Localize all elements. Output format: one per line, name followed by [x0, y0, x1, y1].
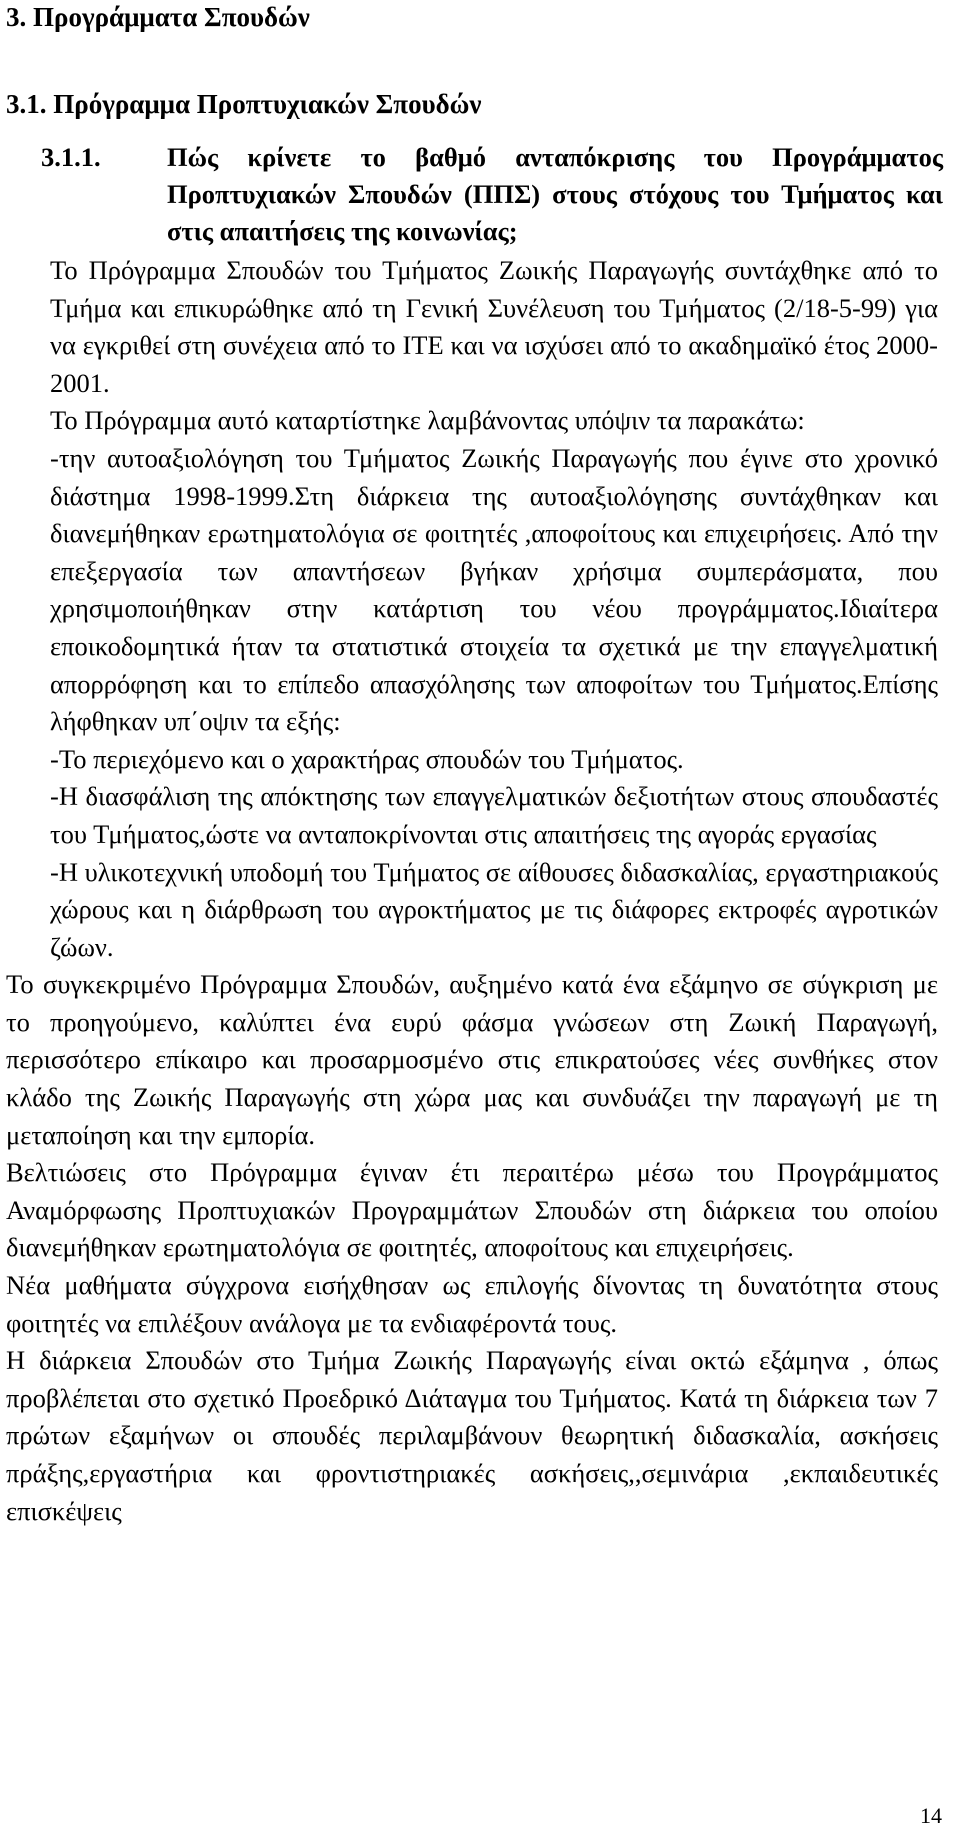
page-number: 14: [920, 1803, 942, 1828]
subsection-question: Πώς κρίνετε το βαθμό ανταπόκρισης του Προγράμματος Προπτυχιακών Σπουδών (ΠΠΣ) στους στόχους του Τμήματος και στις απαιτήσεις της κοινωνίας;: [167, 142, 943, 246]
paragraph: Βελτιώσεις στο Πρόγραμμα έγιναν έτι περαιτέρω μέσω του Προγράμματος Αναμόρφωσης Προπτυχιακών Προγραμμάτων Σπουδών στη διάρκεια του οποίου διανεμήθηκαν ερωτηματολόγια σε φοιτητές, αποφοίτους και επιχειρήσεις.: [6, 1157, 938, 1263]
chapter-heading: 3. Προγράμματα Σπουδών: [6, 2, 310, 32]
list-item: -Η διασφάλιση της απόκτησης των επαγγελματικών δεξιοτήτων στους σπουδαστές του Τμήματος,ώστε να ανταποκρίνονται στις απαιτήσεις της αγοράς εργασίας: [50, 781, 938, 849]
body-text: [6, 252, 938, 1530]
section-heading: 3.1. Πρόγραμμα Προπτυχιακών Σπουδών: [6, 89, 482, 119]
list-item: -Το περιεχόμενο και ο χαρακτήρας σπουδών του Τμήματος.: [50, 743, 684, 774]
paragraph: Το συγκεκριμένο Πρόγραμμα Σπουδών, αυξημένο κατά ένα εξάμηνο σε σύγκριση με το προηγούμενο, καλύπτει ένα ευρύ φάσμα γνώσεων στη Ζωική Παραγωγή, περισσότερο επίκαιρο και προσαρμοσμένο στις επικρατούσες νέες συνθήκες στον κλάδο της Ζωικής Παραγωγής στη χώρα μας και συνδυάζει την παραγωγή με τη μεταποίηση και την εμπορία.: [6, 969, 938, 1150]
paragraph: Το Πρόγραμμα αυτό καταρτίστηκε λαμβάνοντας υπόψιν τα παρακάτω:: [50, 405, 805, 436]
list-item: -Η υλικοτεχνική υποδομή του Τμήματος σε αίθουσες διδασκαλίας, εργαστηριακούς χώρους και η διάρθρωση του αγροκτήματος με τις διάφορες εκτροφές αγροτικών ζώων.: [50, 856, 938, 962]
subsection-heading: [41, 139, 943, 250]
paragraph: -την αυτοαξιολόγηση του Τμήματος Ζωικής Παραγωγής που έγινε στο χρονικό διάστημα 1998-1999.Στη διάρκεια της αυτοαξιολόγησης συντάχθηκαν και διανεμήθηκαν ερωτηματολόγια σε φοιτητές ,αποφοίτους και επιχειρήσεις. Από την επεξεργασία των απαντήσεων βγήκαν χρήσιμα συμπεράσματα, που χρησιμοποιήθηκαν στην κατάρτιση του νέου προγράμματος.Ιδιαίτερα εποικοδομητικά ήταν τα στατιστικά στοιχεία τα σχετικά με την επαγγελματική απορρόφηση και το επίπεδο απασχόλησης των αποφοίτων του Τμήματος.Επίσης λήφθηκαν υπ΄οψιν τα εξής:: [50, 442, 938, 737]
paragraph: Το Πρόγραμμα Σπουδών του Τμήματος Ζωικής Παραγωγής συντάχθηκε από το Τμήμα και επικυρώθηκε από τη Γενική Συνέλευση του Τμήματος (2/18-5-99) για να εγκριθεί στη συνέχεια από το ΙΤΕ και να ισχύσει από το ακαδημαϊκό έτος 2000-2001.: [50, 255, 938, 398]
paragraph: Νέα μαθήματα σύγχρονα εισήχθησαν ως επιλογής δίνοντας τη δυνατότητα στους φοιτητές να επιλέξουν ανάλογα με τα ενδιαφέροντά τους.: [6, 1270, 938, 1338]
paragraph: Η διάρκεια Σπουδών στο Τμήμα Ζωικής Παραγωγής είναι οκτώ εξάμηνα , όπως προβλέπεται στο σχετικό Προεδρικό Διάταγμα του Τμήματος. Κατά τη διάρκεια των 7 πρώτων εξαμήνων οι σπουδές περιλαμβάνουν θεωρητική διδασκαλία, ασκήσεις πράξης,εργαστήρια και φροντιστηριακές ασκήσεις,,σεμινάρια ,εκπαιδευτικές επισκέψεις: [6, 1345, 938, 1526]
subsection-number: 3.1.1.: [41, 142, 101, 172]
